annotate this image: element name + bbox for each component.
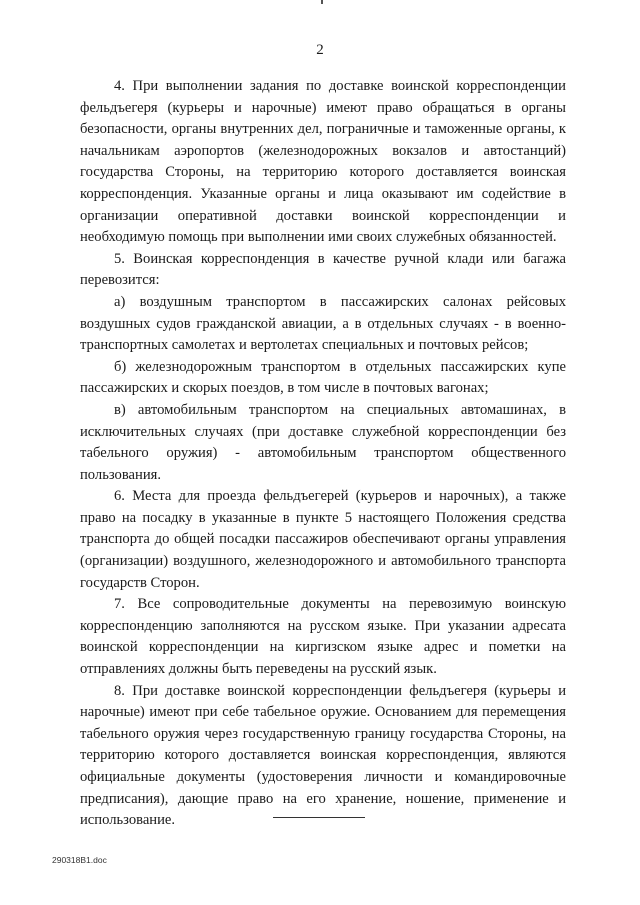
paragraph-4: 4. При выполнении задания по доставке воинской корреспонденции фельдъегеря (курьеры и нарочные) имеют право обращаться в органы безопасности, органы внутренних дел, пограничные и таможенные органы, к начальникам аэропортов (железнодорожных вокзалов и автостанций) государства Стороны, на территорию которого доставляется воинская корреспонденция. Указанные органы и лица оказывают им содействие в организации оперативной доставки воинской корреспонденции и необходимую помощь при выполнении ими своих служебных обязанностей. xyxy=(80,78,566,246)
paragraph-5c: в) автомобильным транспортом на специальных автомашинах, в исключительных случаях (при доставке служебной корреспонденции без табельного оружия) - автомобильным транспортом общественного пользования. xyxy=(80,401,566,483)
paragraph-5: 5. Воинская корреспонденция в качестве ручной клади или багажа перевозится: xyxy=(80,250,566,289)
page-number: 2 xyxy=(316,42,324,58)
document-body xyxy=(80,76,566,832)
scan-mark xyxy=(321,0,323,4)
paragraph-6: 6. Места для проезда фельдъегерей (курьеров и нарочных), а также право на посадку в указанные в пункте 5 настоящего Положения средства транспорта до общей посадки пассажиров обеспечивают органы управления (организации) воздушного, железнодорожного и автомобильного транспорта государств Сторон. xyxy=(80,488,566,591)
end-separator xyxy=(273,817,365,818)
paragraph-5b: б) железнодорожным транспортом в отдельных пассажирских купе пассажирских и скорых поездов, в том числе в почтовых вагонах; xyxy=(80,358,566,397)
footer-filename: 290318B1.doc xyxy=(52,855,107,865)
paragraph-8: 8. При доставке воинской корреспонденции фельдъегеря (курьеры и нарочные) имеют при себе табельное оружие. Основанием для перемещения табельного оружия через государственную границу государства Стороны, на территорию которого доставляется воинская корреспонденция, являются официальные документы (удостоверения личности и командировочные предписания), дающие право на его хранение, ношение, применение и использование. xyxy=(80,682,566,829)
paragraph-7: 7. Все сопроводительные документы на перевозимую воинскую корреспонденцию заполняются на русском языке. При указании адресата воинской корреспонденции на киргизском языке адрес и пометки на отправлениях должны быть переведены на русский язык. xyxy=(80,596,566,678)
paragraph-5a: а) воздушным транспортом в пассажирских салонах рейсовых воздушных судов гражданской авиации, а в отдельных случаях - в военно-транспортных самолетах и вертолетах специальных и почтовых рейсов; xyxy=(80,293,566,354)
